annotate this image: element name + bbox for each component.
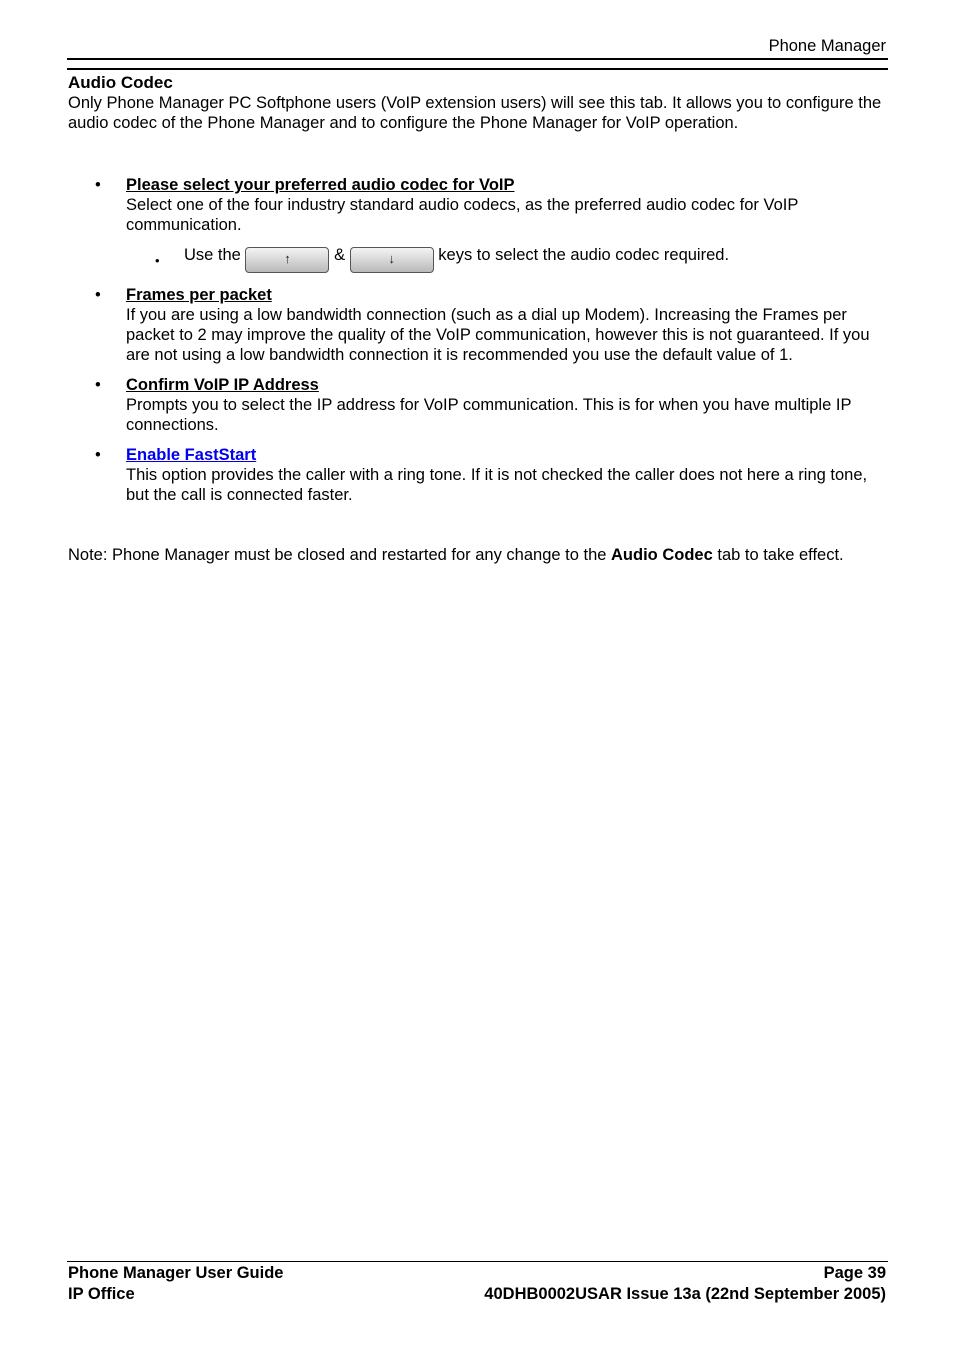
sub-prefix: Use the: [184, 246, 241, 264]
footer-row: [68, 1263, 886, 1284]
footer-row: [68, 1284, 886, 1305]
section-heading: Audio Codec: [68, 73, 173, 92]
sub-list: [126, 243, 888, 275]
header-rule-lower: [67, 68, 888, 70]
move-up-button[interactable]: [245, 247, 329, 273]
footer-product: IP Office: [68, 1285, 135, 1303]
list-item-frames-per-packet: [68, 285, 888, 365]
note-paragraph: [68, 545, 888, 565]
item-title: Confirm VoIP IP Address: [126, 376, 319, 394]
list-item-confirm-voip-ip: [68, 375, 888, 435]
item-text: If you are using a low bandwidth connection (such as a dial up Modem). Increasing the Frames per packet to 2 may improve the quality of the VoIP communication, however this is not guaranteed. If you are not using a low bandwidth connection it is recommended you use the default value of 1.: [126, 306, 870, 364]
footer-page-number: Page 39: [823, 1264, 886, 1282]
sub-suffix: keys to select the audio codec required.: [438, 246, 730, 264]
item-text: Prompts you to select the IP address for VoIP communication. This is for when you have multiple IP connections.: [126, 396, 852, 434]
footer-guide-title: Phone Manager User Guide: [68, 1264, 284, 1282]
enable-faststart-link[interactable]: Enable FastStart: [126, 446, 257, 464]
header-rule: [67, 58, 888, 60]
list-item-enable-faststart: [68, 445, 888, 505]
section-intro: Only Phone Manager PC Softphone users (VoIP extension users) will see this tab. It allows you to configure the audio codec of the Phone Manager and to configure the Phone Manager for VoIP operation.: [68, 94, 882, 132]
item-text: This option provides the caller with a ring tone. If it is not checked the caller does not here a ring tone, but the call is connected faster.: [126, 466, 868, 504]
footer-issue: 40DHB0002USAR Issue 13a (22nd September 2005): [484, 1285, 886, 1303]
note-bold: Audio Codec: [611, 546, 713, 564]
move-down-button[interactable]: [350, 247, 434, 273]
arrow-down-icon: ↓: [388, 251, 395, 266]
sub-list-item: [126, 243, 888, 275]
note-suffix: tab to take effect.: [717, 546, 844, 564]
list-item-audio-codec: [68, 175, 888, 275]
running-header: Phone Manager: [768, 37, 886, 55]
note-prefix: Note: Phone Manager must be closed and restarted for any change to the: [68, 546, 607, 564]
arrow-up-icon: ↑: [284, 251, 291, 266]
item-title: Frames per packet: [126, 286, 272, 304]
option-list: [68, 175, 888, 505]
sub-amp: &: [334, 246, 346, 264]
footer: [68, 1263, 886, 1305]
footer-rule: [67, 1261, 888, 1262]
page-body: [68, 73, 888, 565]
item-text: Select one of the four industry standard audio codecs, as the preferred audio codec for VoIP communication.: [126, 196, 799, 234]
item-title: Please select your preferred audio codec for VoIP: [126, 176, 515, 194]
